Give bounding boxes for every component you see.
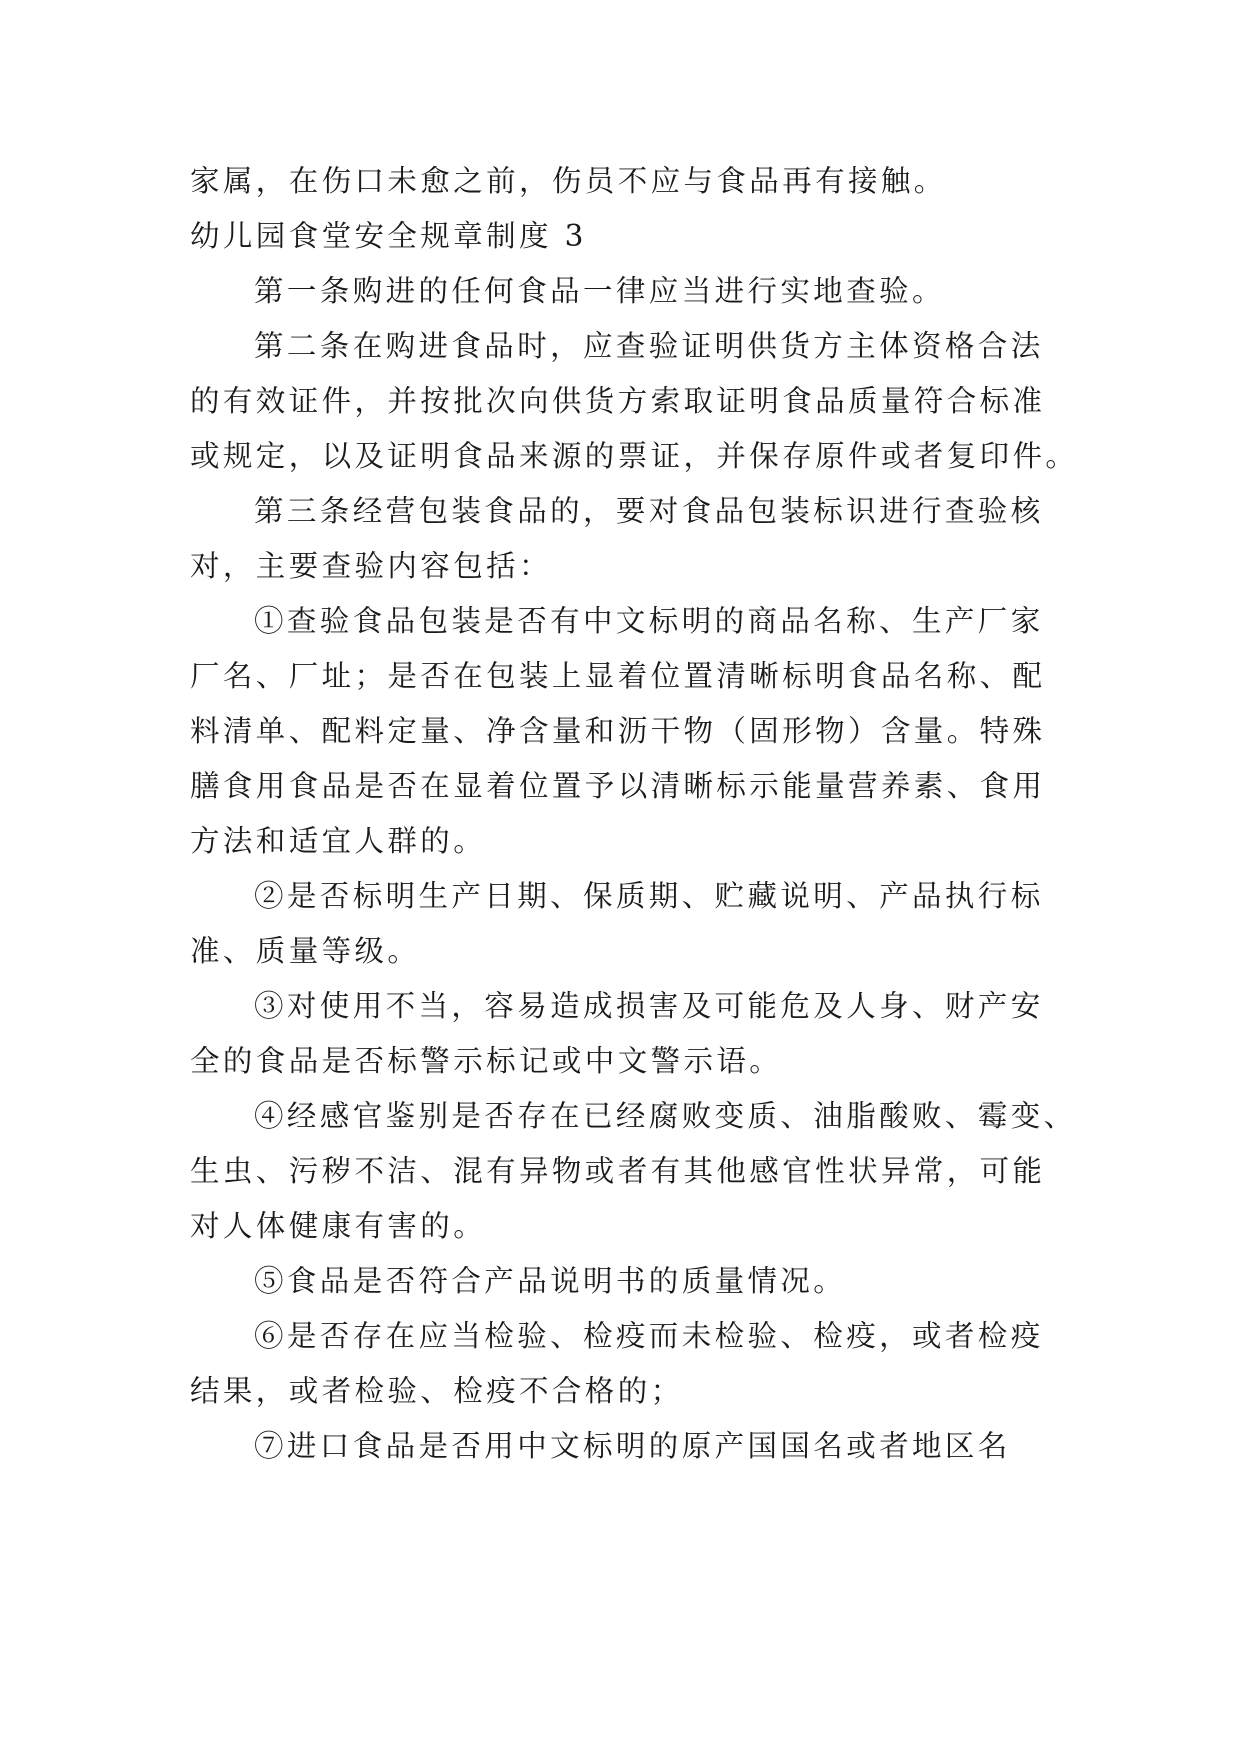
text-line: 结果，或者检验、检疫不合格的； xyxy=(190,1374,684,1408)
text-line: ④经感官鉴别是否存在已经腐败变质、油脂酸败、霉变、 xyxy=(254,1099,1077,1133)
text-line: 第二条在购进食品时，应查验证明供货方主体资格合法 xyxy=(254,329,1044,363)
text-line: 料清单、配料定量、净含量和沥干物（固形物）含量。特殊 xyxy=(190,714,1046,748)
text-line: ⑦进口食品是否用中文标明的原产国国名或者地区名 xyxy=(254,1429,1011,1463)
text-line: ①查验食品包装是否有中文标明的商品名称、生产厂家 xyxy=(254,604,1044,638)
text-line: ③对使用不当，容易造成损害及可能危及人身、财产安 xyxy=(254,989,1044,1023)
text-line: 或规定，以及证明食品来源的票证，并保存原件或者复印件。 xyxy=(190,439,1079,473)
text-line: ⑤食品是否符合产品说明书的质量情况。 xyxy=(254,1264,847,1298)
text-line: 全的食品是否标警示标记或中文警示语。 xyxy=(190,1044,783,1078)
text-line: ⑥是否存在应当检验、检疫而未检验、检疫，或者检疫 xyxy=(254,1319,1044,1353)
text-line: 膳食用食品是否在显着位置予以清晰标示能量营养素、食用 xyxy=(190,769,1046,803)
text-line: 方法和适宜人群的。 xyxy=(190,824,487,858)
text-line: 家属，在伤口未愈之前，伤员不应与食品再有接触。 xyxy=(190,164,947,198)
text-line: 的有效证件，并按批次向供货方索取证明食品质量符合标准 xyxy=(190,384,1046,418)
text-line: 对人体健康有害的。 xyxy=(190,1209,487,1243)
text-line: ②是否标明生产日期、保质期、贮藏说明、产品执行标 xyxy=(254,879,1044,913)
text-line: 厂名、厂址；是否在包装上显着位置清晰标明食品名称、配 xyxy=(190,659,1046,693)
text-line: 第一条购进的任何食品一律应当进行实地查验。 xyxy=(254,274,945,308)
text-line: 第三条经营包装食品的，要对食品包装标识进行查验核 xyxy=(254,494,1044,528)
section-heading: 幼儿园食堂安全规章制度 3 xyxy=(190,219,587,253)
text-line: 对，主要查验内容包括： xyxy=(190,549,552,583)
text-line: 准、质量等级。 xyxy=(190,934,421,968)
text-line: 生虫、污秽不洁、混有异物或者有其他感官性状异常，可能 xyxy=(190,1154,1046,1188)
